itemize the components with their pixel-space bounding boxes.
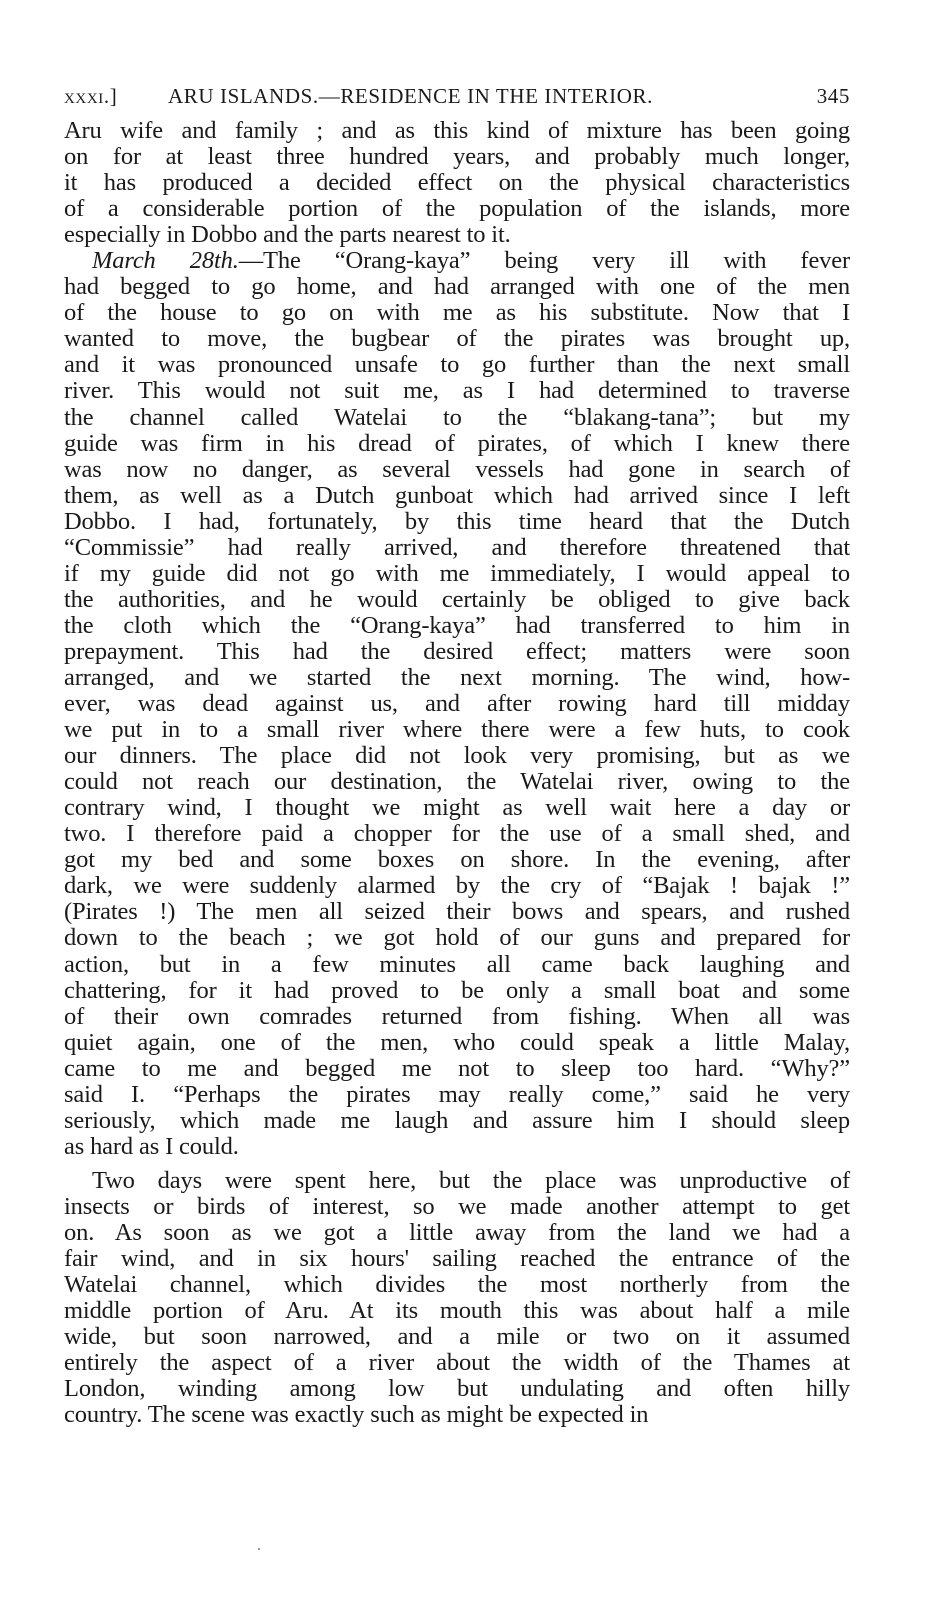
text-line: (Pirates !) The men all seized their bows and spears, and rushed — [64, 898, 850, 926]
text-line: London, winding among low but undulating and often hilly — [64, 1375, 850, 1403]
text-line: river. This would not suit me, as I had determined to traverse — [64, 377, 850, 405]
text-line: chattering, for it had proved to be only a small boat and some — [64, 976, 850, 1004]
text-line: “Commissie” had really arrived, and therefore threatened that — [64, 533, 850, 561]
text-line: action, but in a few minutes all came back laughing and — [64, 950, 850, 978]
text-line: it has produced a decided effect on the physical characteristics — [64, 169, 850, 197]
text-line: ever, was dead against us, and after rowing hard till midday — [64, 690, 850, 718]
text-line: fair wind, and in six hours' sailing reached the entrance of the — [64, 1245, 850, 1273]
text-line: on. As soon as we got a little away from the land we had a — [64, 1218, 850, 1246]
text-line: could not reach our destination, the Watelai river, owing to the — [64, 768, 850, 796]
text-line: contrary wind, I thought we might as well wait here a day or — [64, 794, 850, 822]
text-line: of their own comrades returned from fishing. When all was — [64, 1002, 850, 1030]
paragraph — [64, 1168, 850, 1428]
text-line-content: —The “Orang-kaya” being very ill with fever — [238, 247, 850, 275]
text-line: quiet again, one of the men, who could speak a little Malay, — [64, 1028, 850, 1056]
text-line: and it was pronounced unsafe to go further than the next small — [64, 351, 850, 379]
text-line: two. I therefore paid a chopper for the use of a small shed, and — [64, 820, 850, 848]
running-title: ARU ISLANDS.—RESIDENCE IN THE INTERIOR. — [168, 84, 653, 108]
text-line: Two days were spent here, but the place was unproductive of — [92, 1166, 850, 1194]
text-line: came to me and begged me not to sleep too hard. “Why?” — [64, 1054, 850, 1082]
text-line: middle portion of Aru. At its mouth this was about half a mile — [64, 1297, 850, 1325]
text-line: especially in Dobbo and the parts nearest to it. — [64, 221, 511, 249]
text-line: wide, but soon narrowed, and a mile or two on it assumed — [64, 1323, 850, 1351]
text-line: dark, we were suddenly alarmed by the cry of “Bajak ! bajak !” — [64, 872, 850, 900]
text-line: insects or birds of interest, so we made another attempt to get — [64, 1192, 850, 1220]
text-line: entirely the aspect of a river about the width of the Thames at — [64, 1349, 850, 1377]
page-number: 345 — [816, 84, 850, 108]
body-text — [64, 118, 850, 1428]
text-line: of the house to go on with me as his substitute. Now that I — [64, 299, 850, 327]
text-line: had begged to go home, and had arranged with one of the men — [64, 273, 850, 301]
date-heading: March 28th. — [92, 247, 239, 275]
text-line: guide was firm in his dread of pirates, of which I knew there — [64, 429, 850, 457]
text-line: the authorities, and he would certainly be obliged to give back — [64, 585, 850, 613]
running-head — [64, 84, 850, 118]
text-line: Watelai channel, which divides the most northerly from the — [64, 1271, 850, 1299]
text-line: said I. “Perhaps the pirates may really come,” said he very — [64, 1080, 850, 1108]
text-line: our dinners. The place did not look very promising, but as we — [64, 742, 850, 770]
text-line — [64, 248, 850, 274]
text-line: we put in to a small river where there were a few huts, to cook — [64, 716, 850, 744]
text-line: Aru wife and family ; and as this kind of mixture has been going — [64, 117, 850, 144]
text-line: seriously, which made me laugh and assure him I should sleep — [64, 1106, 850, 1134]
text-line: country. The scene was exactly such as might be expected in — [64, 1401, 649, 1429]
text-line: the channel called Watelai to the “blakang-tana”; but my — [64, 403, 850, 431]
text-line: prepayment. This had the desired effect; matters were soon — [64, 637, 850, 665]
text-line: the cloth which the “Orang-kaya” had transferred to him in — [64, 611, 850, 639]
book-page — [64, 84, 850, 1429]
paragraph — [64, 248, 850, 1160]
text-line: Dobbo. I had, fortunately, by this time heard that the Dutch — [64, 507, 850, 535]
text-line: down to the beach ; we got hold of our guns and prepared for — [64, 924, 850, 952]
text-line: arranged, and we started the next morning. The wind, how- — [64, 663, 850, 691]
text-line: wanted to move, the bugbear of the pirates was brought up, — [64, 325, 850, 353]
print-speck — [258, 1548, 260, 1550]
text-line: of a considerable portion of the population of the islands, more — [64, 195, 850, 223]
text-line: as hard as I could. — [64, 1132, 239, 1160]
text-line: if my guide did not go with me immediately, I would appeal to — [64, 559, 850, 587]
chapter-number: xxxi.] — [64, 84, 118, 108]
paragraph — [64, 118, 850, 248]
text-line: them, as well as a Dutch gunboat which had arrived since I left — [64, 481, 850, 509]
text-line: on for at least three hundred years, and probably much longer, — [64, 143, 850, 171]
text-line: was now no danger, as several vessels had gone in search of — [64, 455, 850, 483]
text-line: got my bed and some boxes on shore. In the evening, after — [64, 846, 850, 874]
